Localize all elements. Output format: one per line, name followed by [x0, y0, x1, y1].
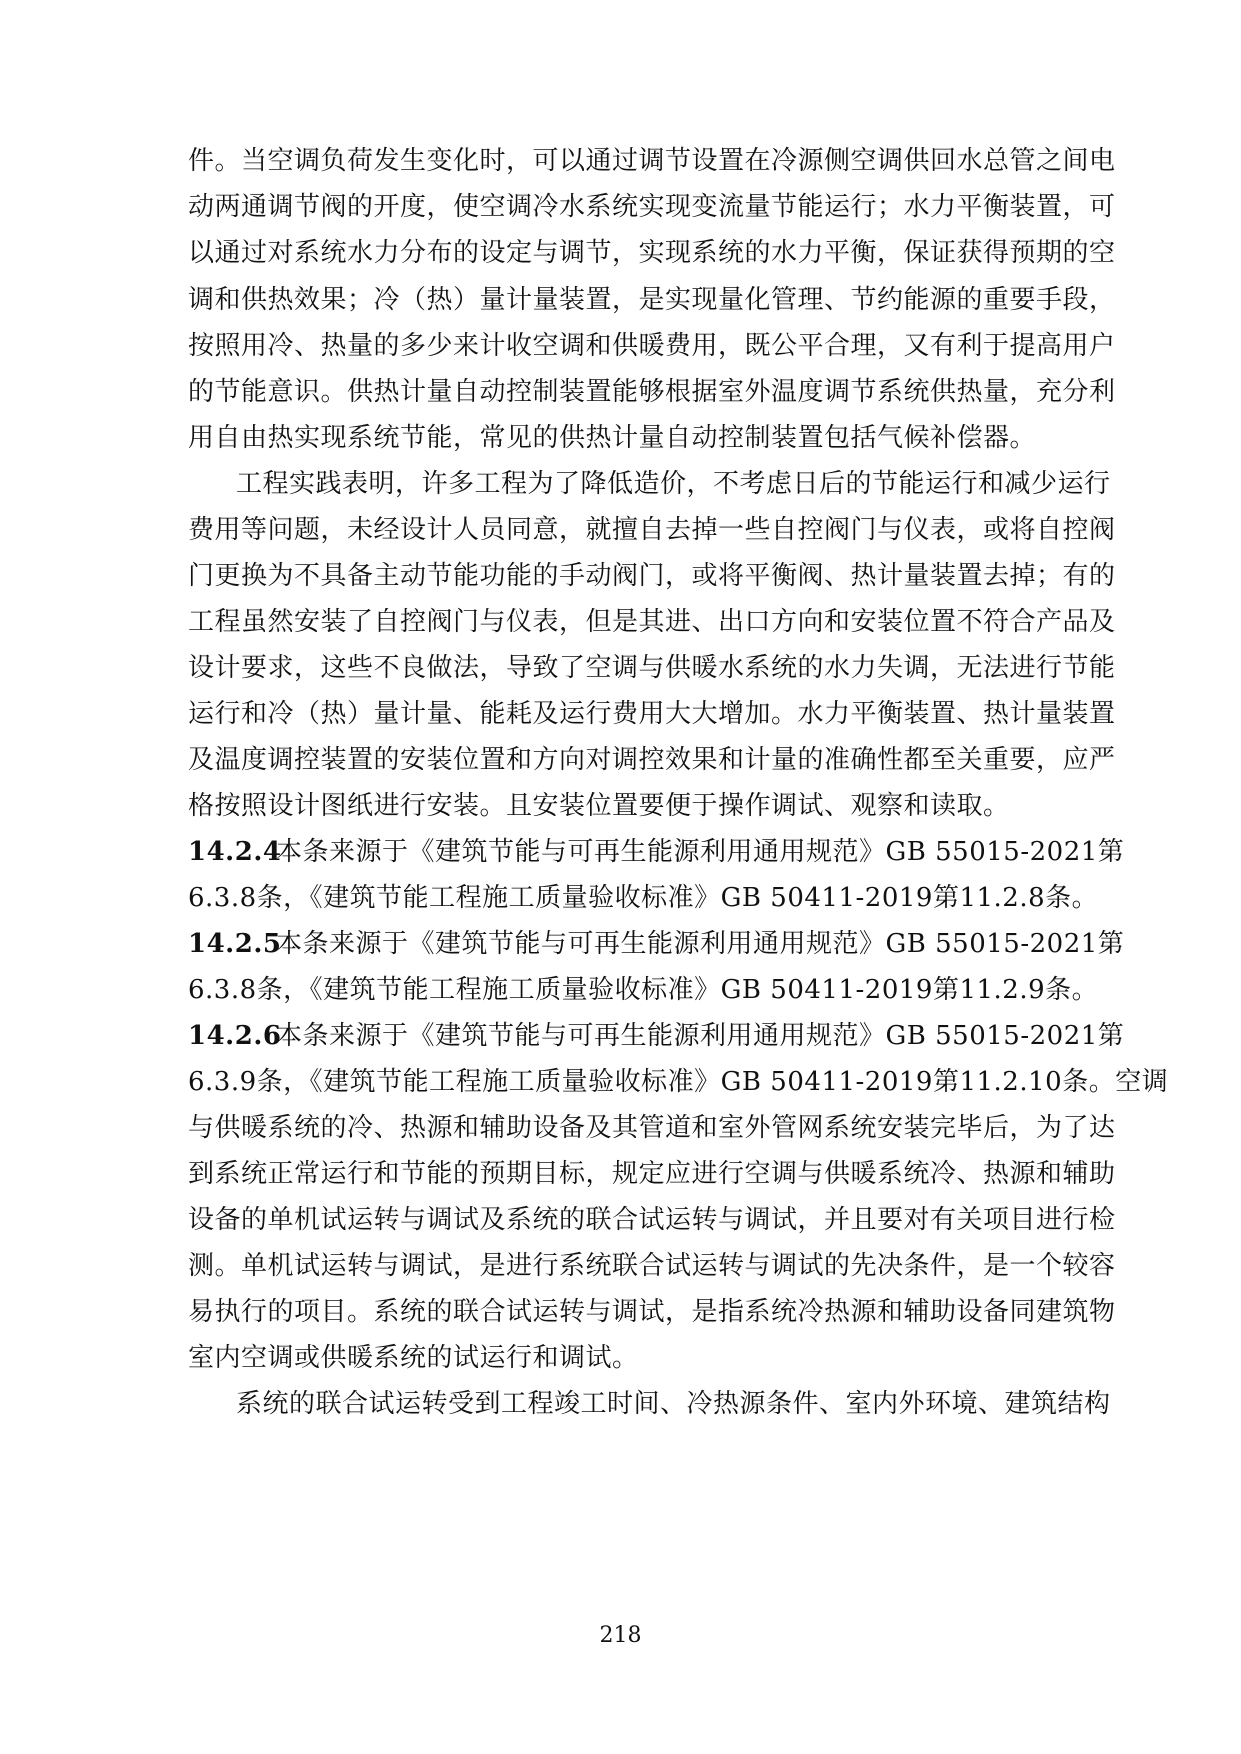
clause-number: 14.2.4 — [188, 837, 282, 867]
clause-text: 本条来源于《建筑节能与可再生能源利用通用规范》GB 55015-2021第 — [276, 1021, 1125, 1051]
clause-14-2-4 — [188, 836, 1125, 868]
body-text-line: 件。当空调负荷发生变化时，可以通过调节设置在冷源侧空调供回水总管之间电 — [188, 146, 1116, 176]
body-text-line: 运行和冷（热）量计量、能耗及运行费用大大增加。水力平衡装置、热计量装置 — [188, 699, 1116, 729]
clause-text: 本条来源于《建筑节能与可再生能源利用通用规范》GB 55015-2021第 — [276, 837, 1125, 867]
body-text-line: 以通过对系统水力分布的设定与调节，实现系统的水力平衡，保证获得预期的空 — [188, 238, 1116, 268]
body-text-line: 6.3.8条，《建筑节能工程施工质量验收标准》GB 50411-2019第11.2.8条。 — [188, 883, 1099, 913]
paragraph-first-line: 工程实践表明，许多工程为了降低造价，不考虑日后的节能运行和减少运行 — [236, 469, 1111, 499]
paragraph-first-line: 系统的联合试运转受到工程竣工时间、冷热源条件、室内外环境、建筑结构 — [236, 1389, 1111, 1419]
body-text-line: 门更换为不具备主动节能功能的手动阀门，或将平衡阀、热计量装置去掉；有的 — [188, 561, 1116, 591]
clause-number: 14.2.5 — [188, 929, 282, 959]
clause-14-2-6 — [188, 1020, 1125, 1052]
body-text-line: 设备的单机试运转与调试及系统的联合试运转与调试，并且要对有关项目进行检 — [188, 1205, 1116, 1235]
body-text-line: 按照用冷、热量的多少来计收空调和供暖费用，既公平合理，又有利于提高用户 — [188, 331, 1116, 361]
body-text-line: 室内空调或供暖系统的试运行和调试。 — [188, 1343, 639, 1373]
body-text-line: 动两通调节阀的开度，使空调冷水系统实现变流量节能运行；水力平衡装置，可 — [188, 192, 1116, 222]
body-text-line: 及温度调控装置的安装位置和方向对调控效果和计量的准确性都至关重要，应严 — [188, 745, 1116, 775]
body-text-line: 易执行的项目。系统的联合试运转与调试，是指系统冷热源和辅助设备同建筑物 — [188, 1297, 1116, 1327]
body-text-line: 测。单机试运转与调试，是进行系统联合试运转与调试的先决条件，是一个较容 — [188, 1251, 1116, 1281]
body-text-line: 的节能意识。供热计量自动控制装置能够根据室外温度调节系统供热量，充分利 — [188, 377, 1116, 407]
clause-14-2-5 — [188, 928, 1125, 960]
body-text-line: 费用等问题，未经设计人员同意，就擅自去掉一些自控阀门与仪表，或将自控阀 — [188, 515, 1116, 545]
body-text-line: 与供暖系统的冷、热源和辅助设备及其管道和室外管网系统安装完毕后，为了达 — [188, 1113, 1116, 1143]
body-text-line: 到系统正常运行和节能的预期目标，规定应进行空调与供暖系统冷、热源和辅助 — [188, 1159, 1116, 1189]
clause-text: 本条来源于《建筑节能与可再生能源利用通用规范》GB 55015-2021第 — [276, 929, 1125, 959]
body-text-line: 设计要求，这些不良做法，导致了空调与供暖水系统的水力失调，无法进行节能 — [188, 653, 1116, 683]
body-text-line: 调和供热效果；冷（热）量计量装置，是实现量化管理、节约能源的重要手段， — [188, 285, 1116, 315]
body-text-line: 6.3.8条，《建筑节能工程施工质量验收标准》GB 50411-2019第11.2.9条。 — [188, 975, 1099, 1005]
body-text-line: 6.3.9条，《建筑节能工程施工质量验收标准》GB 50411-2019第11.2.10条。空调 — [188, 1067, 1169, 1097]
body-text-line: 用自由热实现系统节能，常见的供热计量自动控制装置包括气候补偿器。 — [188, 423, 1037, 453]
body-text-line: 格按照设计图纸进行安装。且安装位置要便于操作调试、观察和读取。 — [188, 791, 1010, 821]
clause-number: 14.2.6 — [188, 1021, 282, 1051]
page-number: 218 — [599, 1623, 642, 1648]
body-text-line: 工程虽然安装了自控阀门与仪表，但是其进、出口方向和安装位置不符合产品及 — [188, 607, 1116, 637]
